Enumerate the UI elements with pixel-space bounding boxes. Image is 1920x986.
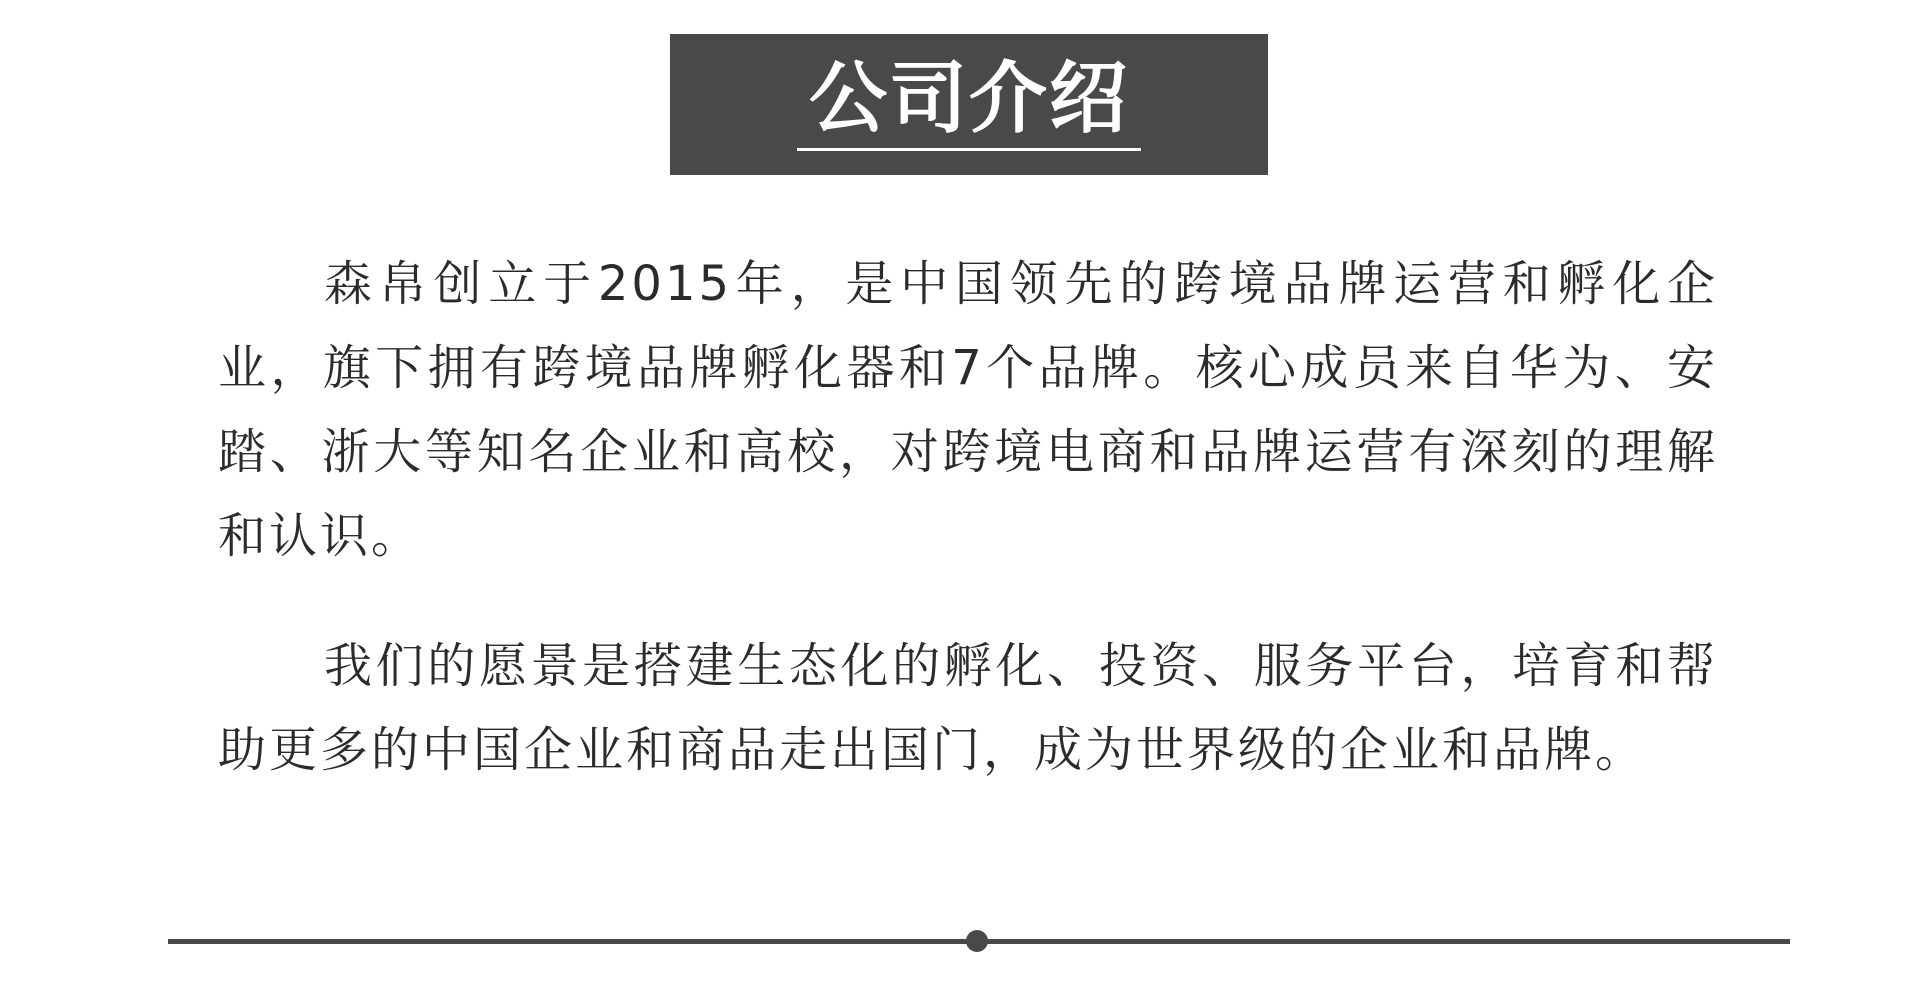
title-banner xyxy=(670,34,1268,175)
intro-paragraph: 森帛创立于2015年，是中国领先的跨境品牌运营和孵化企业，旗下拥有跨境品牌孵化器和7个品牌。核心成员来自华为、安踏、浙大等知名企业和高校，对跨境电商和品牌运营有深刻的理解和认识。 xyxy=(218,256,1718,564)
vision-paragraph: 我们的愿景是搭建生态化的孵化、投资、服务平台，培育和帮助更多的中国企业和商品走出国门，成为世界级的企业和品牌。 xyxy=(218,638,1718,778)
page-title: 公司介绍 xyxy=(797,60,1141,151)
divider-dot xyxy=(966,930,988,952)
